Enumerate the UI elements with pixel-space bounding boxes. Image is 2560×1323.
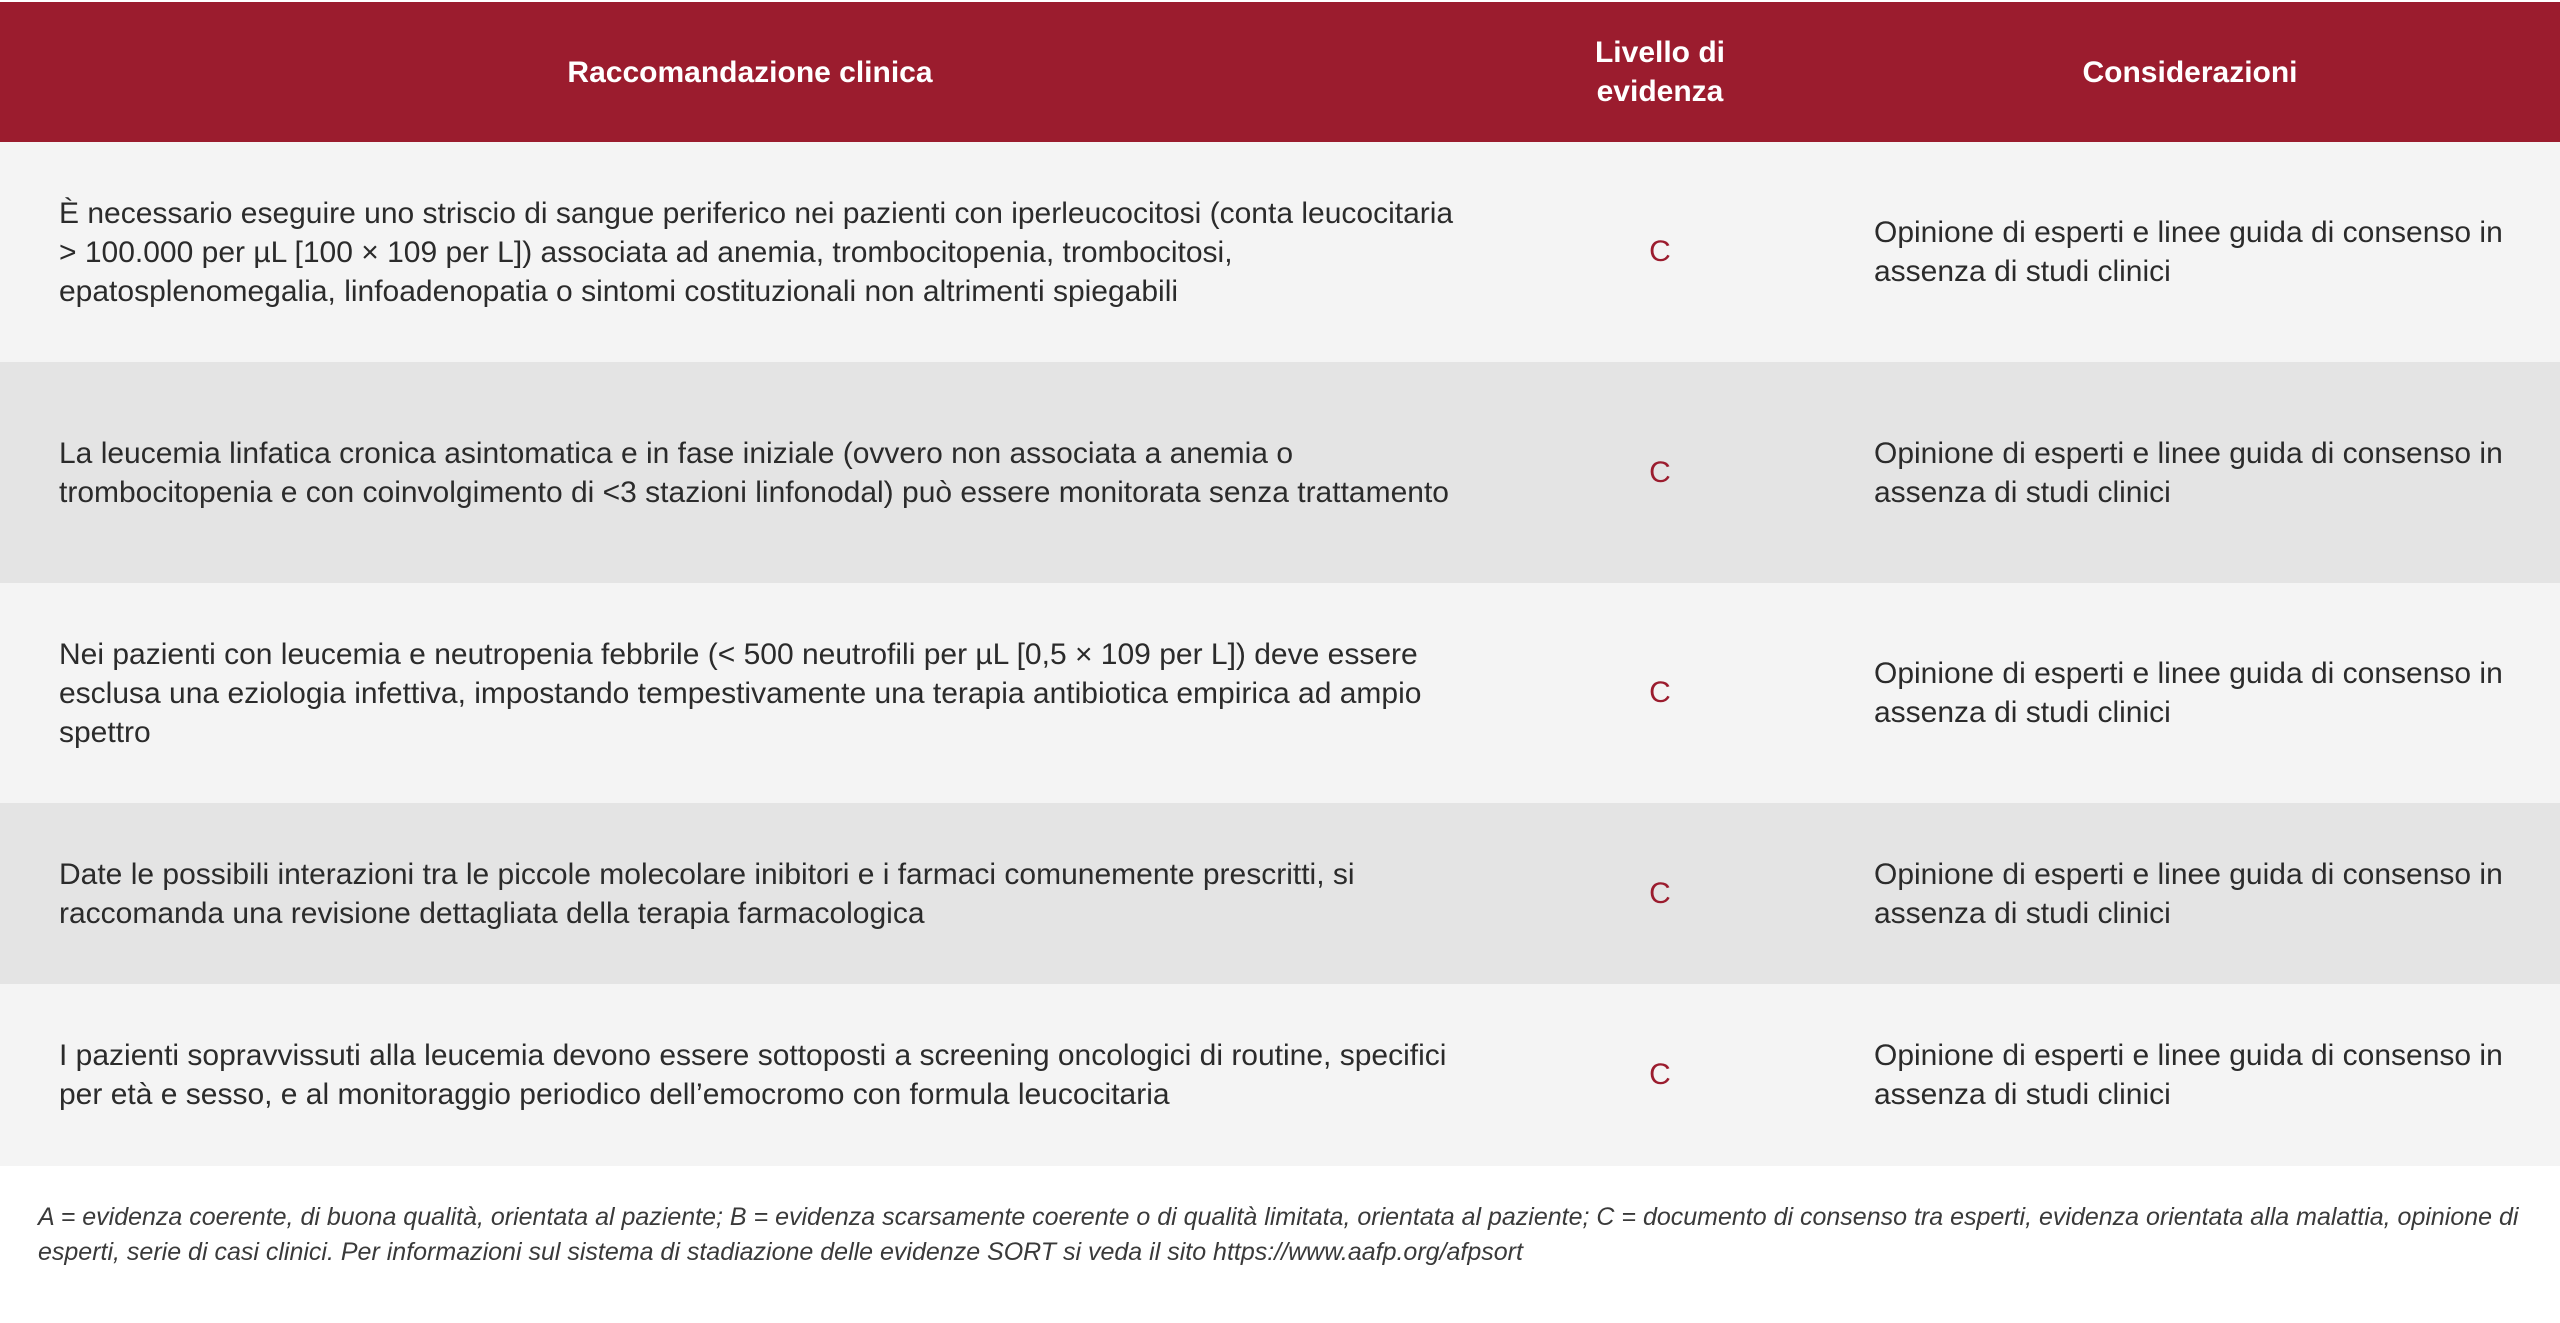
- table-header: [0, 0, 2560, 142]
- recommendation-cell: Nei pazienti con leucemia e neutropenia febbrile (< 500 neutrofili per µL [0,5 × 109 per L]) deve essere esclusa una eziologia infettiva, impostando tempestivamente una terapia antibiotica empirica ad ampio spettro: [59, 637, 1422, 749]
- recommendation-cell: Date le possibili interazioni tra le piccole molecolare inibitori e i farmaci comunemente prescritti, si raccomanda una revisione dettagliata della terapia farmacologica: [59, 857, 1355, 930]
- recommendation-cell: I pazienti sopravvissuti alla leucemia devono essere sottoposti a screening oncologici di routine, specifici per età e sesso, e al monitoraggio periodico dell’emocromo con formula leucocitaria: [59, 1039, 1447, 1111]
- table-row: [0, 803, 2560, 984]
- table-row: [0, 583, 2560, 803]
- header-evidence-level: Livello di evidenza: [1594, 36, 1726, 108]
- evidence-level-cell: C: [1649, 455, 1671, 489]
- table-row: [0, 984, 2560, 1166]
- evidence-level-cell: C: [1649, 235, 1671, 268]
- evidence-level-cell: C: [1649, 876, 1671, 910]
- considerations-cell: Opinione di esperti e linee guida di consenso in assenza di studi clinici: [1874, 1039, 2503, 1111]
- evidence-level-cell: C: [1649, 676, 1671, 709]
- header-recommendation: Raccomandazione clinica: [567, 55, 933, 89]
- sort-footnote: A = evidenza coerente, di buona qualità, orientata al paziente; B = evidenza scarsamente coerente o di qualità limitata, orientata al paziente; C = documento di consenso tra esperti, evidenza orientata alla malattia, opinione di esperti, serie di casi clinici. Per informazioni sul sistema di stadiazione delle evidenze SORT si veda il sito https://www.aafp.org/afpsort: [38, 1203, 2519, 1266]
- considerations-cell: Opinione di esperti e linee guida di consenso in assenza di studi clinici: [1874, 216, 2503, 288]
- evidence-level-cell: C: [1649, 1058, 1671, 1091]
- considerations-cell: Opinione di esperti e linee guida di consenso in assenza di studi clinici: [1874, 436, 2503, 509]
- table-row: [0, 142, 2560, 362]
- recommendation-cell: La leucemia linfatica cronica asintomatica e in fase iniziale (ovvero non associata a anemia o trombocitopenia e con coinvolgimento di <3 stazioni linfonodal) può essere monitorata senza trattamento: [59, 436, 1449, 509]
- header-considerations: Considerazioni: [2082, 55, 2298, 89]
- considerations-cell: Opinione di esperti e linee guida di consenso in assenza di studi clinici: [1874, 857, 2503, 930]
- table-row: [0, 362, 2560, 583]
- recommendation-cell: È necessario eseguire uno striscio di sangue periferico nei pazienti con iperleucocitosi (conta leucocitaria > 100.000 per µL [100 × 109 per L]) associata ad anemia, trombocitopenia, trombocitosi, epatosplenomegalia, linfoadenopatia o sintomi costituzionali non altrimenti spiegabili: [59, 196, 1454, 308]
- considerations-cell: Opinione di esperti e linee guida di consenso in assenza di studi clinici: [1874, 657, 2503, 729]
